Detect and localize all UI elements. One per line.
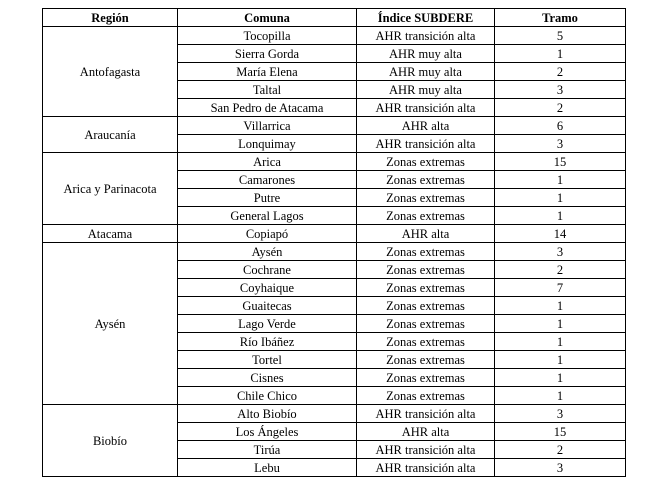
comuna-cell: Los Ángeles bbox=[178, 423, 357, 441]
tramo-cell: 1 bbox=[495, 333, 626, 351]
tramo-cell: 3 bbox=[495, 243, 626, 261]
indice-cell: Zonas extremas bbox=[357, 189, 495, 207]
comuna-cell: Camarones bbox=[178, 171, 357, 189]
comuna-cell: Tirúa bbox=[178, 441, 357, 459]
tramo-cell: 3 bbox=[495, 135, 626, 153]
indice-cell: AHR transición alta bbox=[357, 135, 495, 153]
comuna-cell: Arica bbox=[178, 153, 357, 171]
tramo-cell: 1 bbox=[495, 315, 626, 333]
comuna-cell: Sierra Gorda bbox=[178, 45, 357, 63]
comuna-cell: Chile Chico bbox=[178, 387, 357, 405]
tramo-cell: 15 bbox=[495, 423, 626, 441]
table-row bbox=[43, 27, 626, 45]
tramo-cell: 2 bbox=[495, 441, 626, 459]
indice-cell: AHR muy alta bbox=[357, 63, 495, 81]
tramo-cell: 1 bbox=[495, 351, 626, 369]
tramo-cell: 3 bbox=[495, 81, 626, 99]
header-row bbox=[43, 9, 626, 27]
table-body bbox=[43, 27, 626, 477]
comuna-cell: Taltal bbox=[178, 81, 357, 99]
comuna-cell: Lago Verde bbox=[178, 315, 357, 333]
indice-cell: AHR transición alta bbox=[357, 99, 495, 117]
comuna-cell: San Pedro de Atacama bbox=[178, 99, 357, 117]
indice-cell: Zonas extremas bbox=[357, 333, 495, 351]
indice-cell: AHR transición alta bbox=[357, 27, 495, 45]
comuna-cell: Coyhaique bbox=[178, 279, 357, 297]
comuna-cell: Villarrica bbox=[178, 117, 357, 135]
tramo-cell: 1 bbox=[495, 189, 626, 207]
region-cell: Arica y Parinacota bbox=[43, 153, 178, 225]
indice-cell: AHR transición alta bbox=[357, 405, 495, 423]
comuna-cell: Lonquimay bbox=[178, 135, 357, 153]
comuna-cell: Tortel bbox=[178, 351, 357, 369]
tramo-cell: 1 bbox=[495, 171, 626, 189]
comuna-cell: Putre bbox=[178, 189, 357, 207]
comuna-cell: Lebu bbox=[178, 459, 357, 477]
indice-cell: AHR muy alta bbox=[357, 81, 495, 99]
header-indice: Índice SUBDERE bbox=[357, 9, 495, 27]
table-row bbox=[43, 153, 626, 171]
tramo-cell: 6 bbox=[495, 117, 626, 135]
indice-cell: Zonas extremas bbox=[357, 369, 495, 387]
tramo-cell: 1 bbox=[495, 207, 626, 225]
tramo-cell: 15 bbox=[495, 153, 626, 171]
tramo-cell: 2 bbox=[495, 99, 626, 117]
comuna-cell: General Lagos bbox=[178, 207, 357, 225]
region-cell: Aysén bbox=[43, 243, 178, 405]
tramo-cell: 2 bbox=[495, 63, 626, 81]
tramo-cell: 5 bbox=[495, 27, 626, 45]
indice-cell: Zonas extremas bbox=[357, 351, 495, 369]
comuna-cell: Guaitecas bbox=[178, 297, 357, 315]
indice-cell: AHR alta bbox=[357, 423, 495, 441]
region-cell: Araucanía bbox=[43, 117, 178, 153]
comuna-cell: Aysén bbox=[178, 243, 357, 261]
tramo-cell: 1 bbox=[495, 369, 626, 387]
tramo-cell: 14 bbox=[495, 225, 626, 243]
indice-cell: Zonas extremas bbox=[357, 297, 495, 315]
header-tramo: Tramo bbox=[495, 9, 626, 27]
indice-cell: Zonas extremas bbox=[357, 387, 495, 405]
indice-cell: Zonas extremas bbox=[357, 261, 495, 279]
indice-cell: Zonas extremas bbox=[357, 171, 495, 189]
tramo-cell: 1 bbox=[495, 297, 626, 315]
indice-cell: Zonas extremas bbox=[357, 279, 495, 297]
tramo-cell: 3 bbox=[495, 459, 626, 477]
indice-cell: AHR muy alta bbox=[357, 45, 495, 63]
header-region: Región bbox=[43, 9, 178, 27]
table-row bbox=[43, 117, 626, 135]
indice-cell: AHR alta bbox=[357, 117, 495, 135]
tramo-cell: 2 bbox=[495, 261, 626, 279]
header-comuna: Comuna bbox=[178, 9, 357, 27]
comuna-cell: Tocopilla bbox=[178, 27, 357, 45]
region-cell: Atacama bbox=[43, 225, 178, 243]
comuna-cell: María Elena bbox=[178, 63, 357, 81]
comuna-cell: Río Ibáñez bbox=[178, 333, 357, 351]
indice-cell: AHR alta bbox=[357, 225, 495, 243]
comuna-cell: Alto Biobío bbox=[178, 405, 357, 423]
indice-cell: Zonas extremas bbox=[357, 243, 495, 261]
tramo-cell: 3 bbox=[495, 405, 626, 423]
indice-cell: AHR transición alta bbox=[357, 441, 495, 459]
table-row bbox=[43, 243, 626, 261]
comuna-cell: Cisnes bbox=[178, 369, 357, 387]
indice-cell: AHR transición alta bbox=[357, 459, 495, 477]
tramo-cell: 7 bbox=[495, 279, 626, 297]
region-cell: Biobío bbox=[43, 405, 178, 477]
region-cell: Antofagasta bbox=[43, 27, 178, 117]
comuna-cell: Cochrane bbox=[178, 261, 357, 279]
comuna-cell: Copiapó bbox=[178, 225, 357, 243]
indice-cell: Zonas extremas bbox=[357, 207, 495, 225]
subdere-table bbox=[42, 8, 626, 477]
tramo-cell: 1 bbox=[495, 387, 626, 405]
table-row bbox=[43, 405, 626, 423]
indice-cell: Zonas extremas bbox=[357, 315, 495, 333]
table-row bbox=[43, 225, 626, 243]
tramo-cell: 1 bbox=[495, 45, 626, 63]
indice-cell: Zonas extremas bbox=[357, 153, 495, 171]
